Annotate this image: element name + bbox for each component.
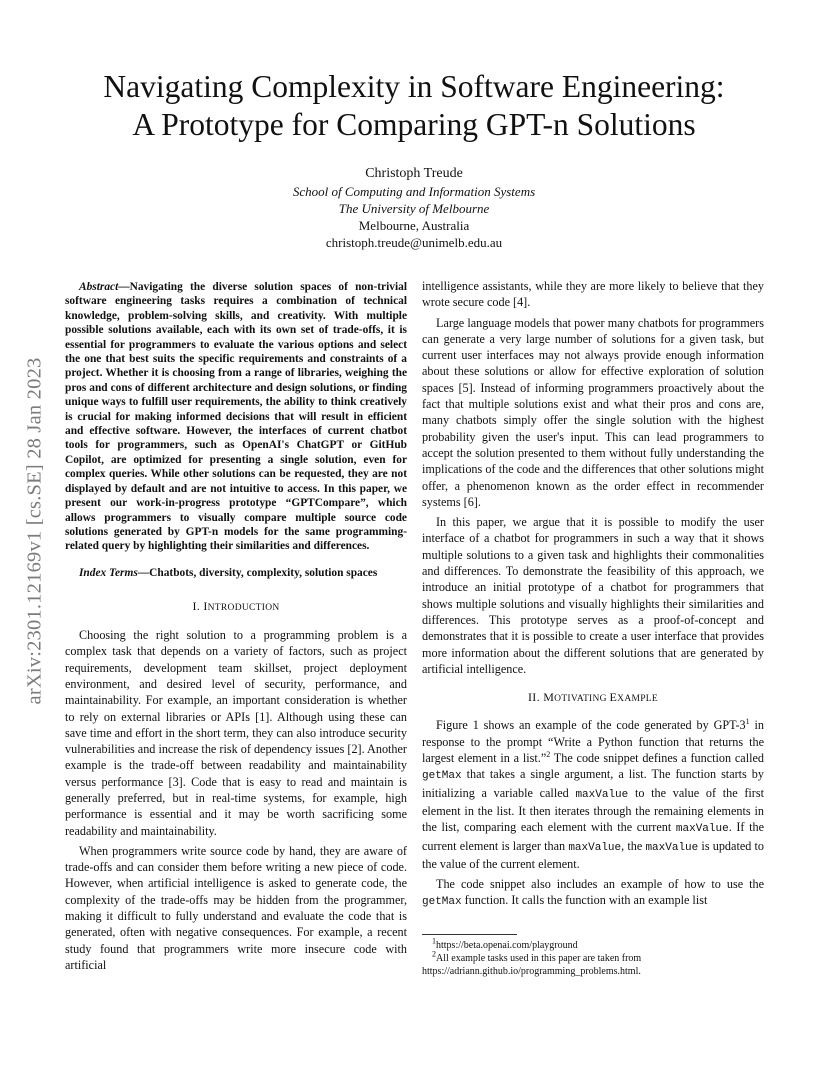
left-column — [65, 280, 407, 973]
intro-paragraph-1: Choosing the right solution to a programming problem is a complex task that depends on a variety of factors, such as project requirements, development team skillset, project deployment environment, and desired level of security, performance, and maintainability. For example, an important consideration is whether to rely on external libraries or APIs [1]. Although using these can save time and effort in the short term, they can also introduce security vulnerabilities and increase the risk of dependency issues [2]. Another example is the trade-off between readability and maintainability versus performance [3]. Code that is easy to read and maintain is generally preferred, but in real-time systems, for example, high performance is essential and it may be worth sacrificing some readability and maintainability. — [65, 628, 407, 838]
footnote-ref-1[interactable]: 1 — [745, 717, 750, 727]
code-maxvalue: maxValue — [568, 841, 622, 854]
paper-title — [0, 68, 828, 144]
code-maxvalue: maxValue — [575, 788, 629, 801]
title-line-2: A Prototype for Comparing GPT-n Solutions — [132, 107, 696, 142]
code-getmax: getMax — [422, 896, 462, 909]
footnote-ref-2[interactable]: 2 — [546, 749, 551, 759]
author-name: Christoph Treude — [365, 166, 463, 181]
footnote-divider — [422, 934, 517, 935]
author-email: christoph.treude@unimelb.edu.au — [325, 235, 503, 250]
abstract-label: Abstract — [79, 281, 119, 293]
intro-paragraph-2: When programmers write source code by hand, they are aware of trade-offs and can consider them before writing a new piece of code. However, when artificial intelligence is asked to generate code, the complexity of the trade-offs may be hidden from the programmer, making it difficult to fully understand and evaluate the code that is generated, often with negative consequences. For example, a recent study found that programmers write more insecure code with artificial — [65, 843, 407, 972]
code-maxvalue: maxValue — [645, 841, 699, 854]
author-block — [0, 164, 828, 251]
footnote-1: $^1$https://beta.openai.com/playground — [432, 936, 578, 951]
footnotes — [422, 934, 764, 978]
author-affiliation-university: The University of Melbourne — [338, 201, 490, 216]
footnote-1-link[interactable]: https://beta.openai.com/playground — [436, 940, 578, 951]
right-column — [422, 278, 764, 911]
motivating-paragraph-2: The code snippet also includes an example of how to use the getMax function. It calls the function with an example list — [422, 877, 764, 909]
section-heading-introduction: I. INTRODUCTION — [192, 598, 280, 613]
title-line-1: Navigating Complexity in Software Engineering: — [103, 69, 725, 104]
index-terms-label: Index Terms — [79, 566, 138, 579]
footnote-2: $^2$All example tasks used in this paper are taken from https://adriann.github.io/programming_problems.html. — [422, 949, 642, 977]
motivating-paragraph-1: Figure 1 shows an example of the code generated by GPT-$3^1$ in response to the prompt “Write a Python function that returns the largest element in a list.”$^2$ The code snippet defines a function called getMax that takes a single argument, a list. The function starts by initializing a variable called maxValue to the value of the first element in the list. It then iterates through the remaining elements in the list, comparing each element with the current maxValue. If the current element is larger than maxValue, the maxValue is updated to the value of the current element. — [422, 717, 765, 871]
code-getmax: getMax — [422, 770, 462, 783]
section-heading-motivating-example: II. MOTIVATING EXAMPLE — [527, 690, 659, 705]
intro-paragraph-2-continued: intelligence assistants, while they are more likely to believe that they wrote secure code [4]. — [422, 279, 764, 310]
author-affiliation-school: School of Computing and Information Systems — [292, 184, 536, 199]
index-terms-text: —Chatbots, diversity, complexity, solution spaces — [137, 566, 378, 579]
author-location: Melbourne, Australia — [358, 218, 470, 233]
arxiv-identifier: arXiv:2301.12169v1 [cs.SE] 28 Jan 2023 — [23, 357, 46, 705]
intro-paragraph-4: In this paper, we argue that it is possible to modify the user interface of a chatbot for programmers in such a way that it shows multiple solutions to a given task and highlights their commonalities and differences. To demonstrate the feasibility of this approach, we introduce an initial prototype of a chatbot for programmers that shows multiple solutions and visually highlights their similarities and differences. This prototype serves as a proof-of-concept and demonstrates that it is possible to create a user interface that provides more information about the different solutions that are generated by artificial intelligence. — [422, 515, 764, 676]
intro-paragraph-3: Large language models that power many chatbots for programmers can generate a very large number of solutions for a given task, but current user interfaces may not always provide enough information about these solutions or allow for effective exploration of solution spaces [5]. Instead of informing programmers proactively about the fact that multiple solutions exist and what their pros and cons are, many chatbots simply offer the single solution with the highest probability given the user's input. This can lead programmers to accept the solution presented to them without fully understanding the implications of the code and the differences that other solutions might offer, a phenomenon known as the order effect in recommender systems [6]. — [422, 315, 764, 509]
code-maxvalue: maxValue — [675, 823, 729, 836]
abstract — [65, 280, 407, 554]
index-terms — [65, 566, 407, 580]
abstract-text: —Navigating the diverse solution spaces of non-trivial software engineering tasks requires a combination of technical knowledge, problem-solving skills, and creativity. With multiple possible solutions available, each with its own set of trade-offs, it is essential for programmers to evaluate the various options and select the one that best suits the specific requirements and constraints of a project. Whether it is choosing from a range of libraries, weighing the pros and cons of different architecture and design solutions, or finding unique ways to fulfill user requirements, the ability to think creatively is crucial for making informed decisions that will result in efficient and effective software. However, the interfaces of current chatbot tools for programmers, such as OpenAI's ChatGPT or GitHub Copilot, are optimized for presenting a single solution, even for complex queries. While other solutions can be requested, they are not displayed by default and are not intuitive to access. In this paper, we present our work-in-progress prototype “GPTCompare”, which allows programmers to visually compare multiple source code solutions generated by GPT-n models for the same programming-related query by highlighting their similarities and differences. — [65, 281, 407, 553]
arxiv-sidebar — [22, 296, 48, 766]
